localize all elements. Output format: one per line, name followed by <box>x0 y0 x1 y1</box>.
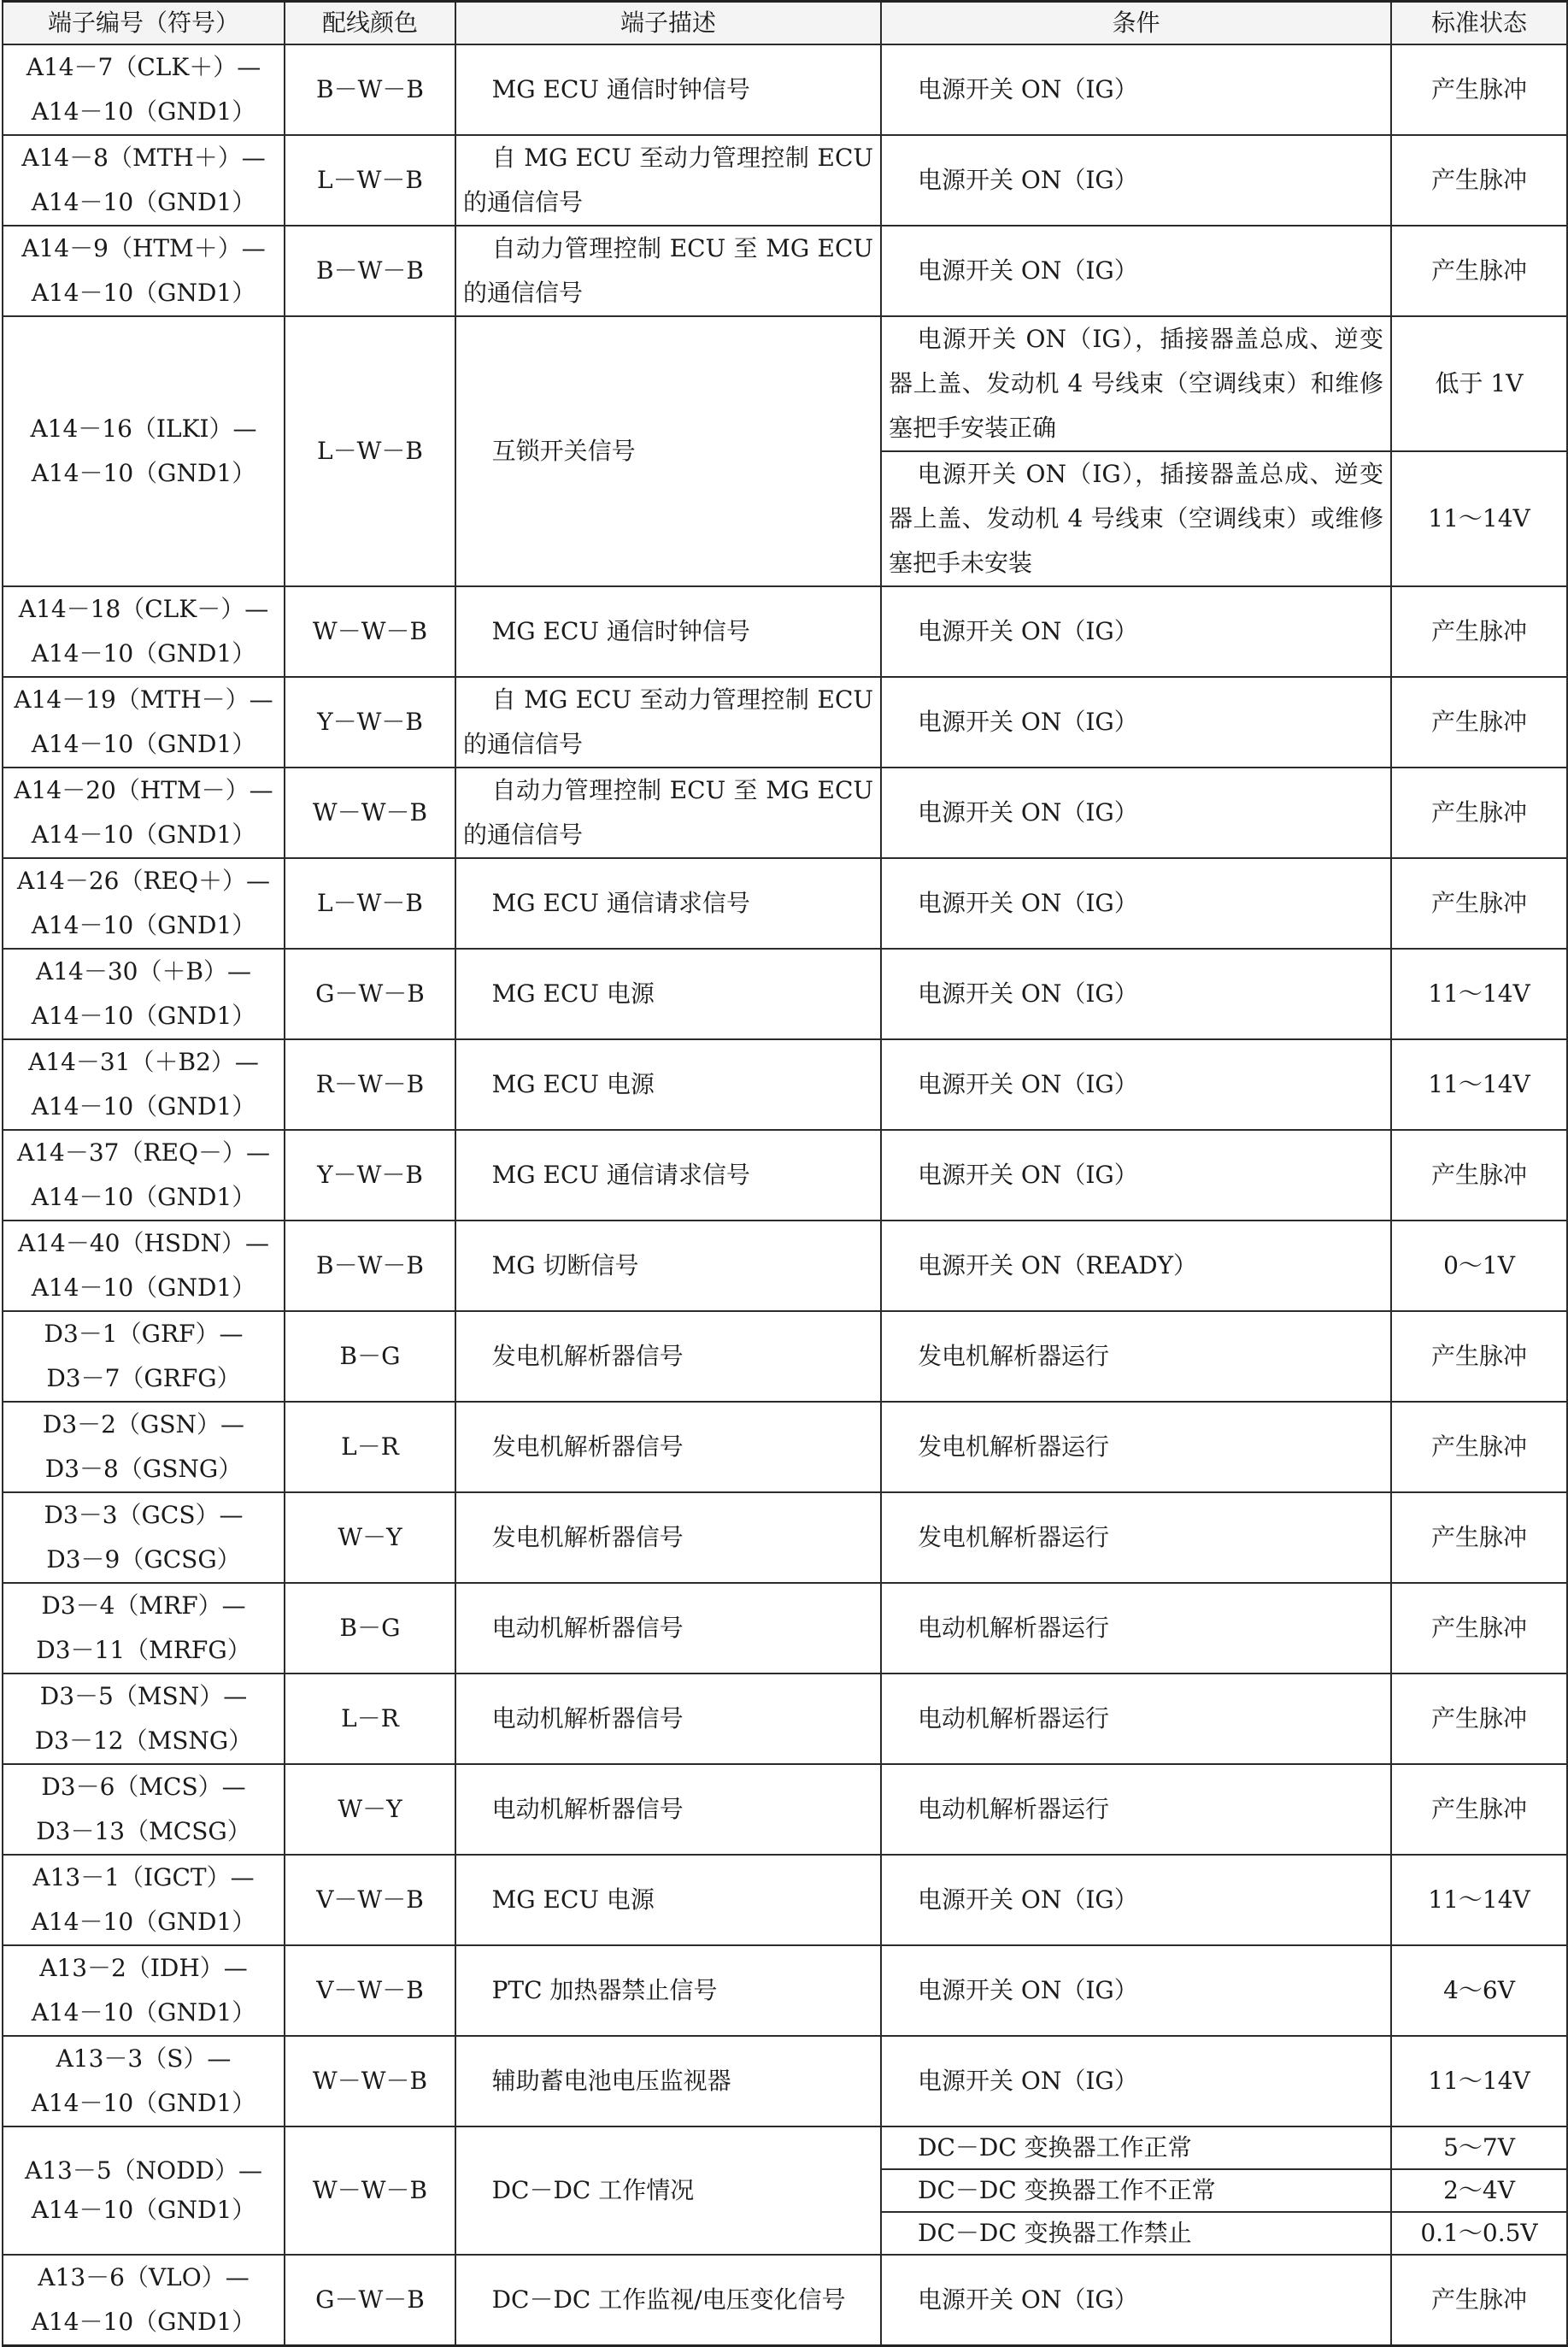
standard-value: 产生脉冲 <box>1391 1402 1567 1492</box>
wire-color: R－W－B <box>285 1039 455 1130</box>
terminal-to: A14－10（GND1） <box>31 730 256 758</box>
description-text: 电动机解析器信号 <box>491 1795 684 1823</box>
terminal-cell <box>3 1855 285 1945</box>
wire-color: W－W－B <box>285 2036 455 2126</box>
terminal-cell <box>3 2255 285 2346</box>
terminal-cell <box>3 1583 285 1673</box>
terminal-cell <box>3 858 285 949</box>
wire-color: G－W－B <box>285 949 455 1039</box>
condition: 发电机解析器运行 <box>881 1492 1391 1583</box>
standard-value: 产生脉冲 <box>1391 1130 1567 1221</box>
standard-value: 产生脉冲 <box>1391 44 1567 135</box>
standard-value: 产生脉冲 <box>1391 135 1567 226</box>
terminal-from: A14－30（＋B）— <box>35 957 252 985</box>
terminal-from: A14－8（MTH＋）— <box>21 144 266 172</box>
table-row <box>3 1855 1567 1945</box>
terminal-cell <box>3 768 285 858</box>
description <box>455 226 881 316</box>
condition: 电源开关 ON（IG） <box>881 858 1391 949</box>
table-row <box>3 768 1567 858</box>
terminal-from: A13－3（S）— <box>56 2044 232 2073</box>
wire-color: W－W－B <box>285 586 455 677</box>
terminal-to: A14－10（GND1） <box>31 1183 256 1211</box>
condition: 电源开关 ON（IG），插接器盖总成、逆变器上盖、发动机 4 号线束（空调线束）和维修塞把手安装正确 <box>881 316 1391 451</box>
terminal-to: D3－11（MRFG） <box>36 1636 251 1664</box>
description-text: 发电机解析器信号 <box>491 1523 684 1551</box>
table-row <box>3 44 1567 135</box>
description <box>455 1945 881 2036</box>
table-row <box>3 316 1567 451</box>
standard-value: 11～14V <box>1391 949 1567 1039</box>
description-text: 互锁开关信号 <box>491 437 636 465</box>
description-text: MG 切断信号 <box>491 1251 639 1279</box>
terminal-from: A14－19（MTH－）— <box>14 685 273 714</box>
standard-value: 0.1～0.5V <box>1391 2212 1567 2255</box>
description-text: 电动机解析器信号 <box>491 1704 684 1732</box>
wire-color: B－G <box>285 1311 455 1402</box>
table-row <box>3 1311 1567 1402</box>
standard-value: 产生脉冲 <box>1391 1492 1567 1583</box>
terminal-to: A14－10（GND1） <box>31 1908 256 1936</box>
description <box>455 1492 881 1583</box>
standard-value: 0～1V <box>1391 1221 1567 1311</box>
standard-value: 产生脉冲 <box>1391 1764 1567 1855</box>
terminal-from: A13－5（NODD）— <box>24 2156 263 2185</box>
standard-value: 11～14V <box>1391 2036 1567 2126</box>
table-row <box>3 1221 1567 1311</box>
terminal-cell <box>3 135 285 226</box>
table-row <box>3 858 1567 949</box>
wire-color: B－G <box>285 1583 455 1673</box>
standard-value: 产生脉冲 <box>1391 1673 1567 1764</box>
condition: DC－DC 变换器工作正常 <box>881 2126 1391 2169</box>
condition: 电源开关 ON（IG） <box>881 1039 1391 1130</box>
header-terminal: 端子编号（符号） <box>3 2 285 45</box>
terminal-table <box>2 0 1568 2347</box>
condition: 电源开关 ON（IG） <box>881 1130 1391 1221</box>
standard-value: 产生脉冲 <box>1391 2255 1567 2346</box>
condition: 电源开关 ON（IG） <box>881 2036 1391 2126</box>
condition: DC－DC 变换器工作禁止 <box>881 2212 1391 2255</box>
terminal-from: D3－5（MSN）— <box>39 1682 248 1710</box>
terminal-to: A14－10（GND1） <box>31 1092 256 1121</box>
condition: 电动机解析器运行 <box>881 1764 1391 1855</box>
description-text: MG ECU 通信时钟信号 <box>491 617 750 645</box>
condition: 电动机解析器运行 <box>881 1583 1391 1673</box>
wire-color: L－R <box>285 1673 455 1764</box>
wire-color: L－W－B <box>285 135 455 226</box>
terminal-cell <box>3 1130 285 1221</box>
terminal-to: A14－10（GND1） <box>31 2089 256 2117</box>
table-row <box>3 1673 1567 1764</box>
description <box>455 2036 881 2126</box>
standard-value: 产生脉冲 <box>1391 226 1567 316</box>
description <box>455 2255 881 2346</box>
wire-color: W－W－B <box>285 2126 455 2255</box>
terminal-to: A14－10（GND1） <box>31 2308 256 2336</box>
header-row <box>3 2 1567 45</box>
header-description: 端子描述 <box>455 2 881 45</box>
condition: 发电机解析器运行 <box>881 1402 1391 1492</box>
description-text: MG ECU 电源 <box>491 979 655 1008</box>
terminal-from: D3－1（GRF）— <box>44 1320 244 1348</box>
description <box>455 2126 881 2255</box>
header-wire-color: 配线颜色 <box>285 2 455 45</box>
terminal-cell <box>3 1764 285 1855</box>
wire-color: V－W－B <box>285 1945 455 2036</box>
terminal-from: D3－2（GSN）— <box>42 1410 245 1438</box>
terminal-from: A13－1（IGCT）— <box>32 1863 255 1891</box>
description-text: MG ECU 通信请求信号 <box>491 889 750 917</box>
condition: 发电机解析器运行 <box>881 1311 1391 1402</box>
wire-color: V－W－B <box>285 1855 455 1945</box>
terminal-to: A14－10（GND1） <box>31 279 256 307</box>
standard-value: 产生脉冲 <box>1391 768 1567 858</box>
description <box>455 1130 881 1221</box>
description-text: DC－DC 工作监视/电压变化信号 <box>491 2285 846 2314</box>
terminal-from: D3－4（MRF）— <box>41 1591 246 1620</box>
description <box>455 1764 881 1855</box>
standard-value: 2～4V <box>1391 2169 1567 2212</box>
description <box>455 316 881 586</box>
description <box>455 44 881 135</box>
description-text: 自 MG ECU 至动力管理控制 ECU 的通信信号 <box>463 685 873 758</box>
description <box>455 858 881 949</box>
standard-value: 4～6V <box>1391 1945 1567 2036</box>
description-text: 辅助蓄电池电压监视器 <box>491 2067 731 2095</box>
terminal-to: A14－10（GND1） <box>31 97 256 126</box>
description-text: 自动力管理控制 ECU 至 MG ECU 的通信信号 <box>463 776 873 849</box>
standard-value: 产生脉冲 <box>1391 586 1567 677</box>
wire-color: L－W－B <box>285 316 455 586</box>
table-row <box>3 949 1567 1039</box>
table-row <box>3 1130 1567 1221</box>
condition: 电源开关 ON（IG） <box>881 226 1391 316</box>
standard-value: 11～14V <box>1391 1039 1567 1130</box>
table-row <box>3 2036 1567 2126</box>
table-row <box>3 1039 1567 1130</box>
header-condition: 条件 <box>881 2 1391 45</box>
terminal-cell <box>3 1402 285 1492</box>
terminal-from: A14－18（CLK－）— <box>18 595 269 623</box>
table-row <box>3 2126 1567 2169</box>
table-row <box>3 1583 1567 1673</box>
description <box>455 1402 881 1492</box>
standard-value: 产生脉冲 <box>1391 1583 1567 1673</box>
condition: 电源开关 ON（IG） <box>881 949 1391 1039</box>
condition: 电源开关 ON（IG） <box>881 677 1391 768</box>
terminal-to: A14－10（GND1） <box>31 2196 256 2224</box>
table-row <box>3 586 1567 677</box>
table-row <box>3 135 1567 226</box>
description <box>455 677 881 768</box>
condition: 电源开关 ON（IG） <box>881 44 1391 135</box>
wire-color: B－W－B <box>285 44 455 135</box>
description-text: DC－DC 工作情况 <box>491 2176 695 2204</box>
wire-color: W－W－B <box>285 768 455 858</box>
description-text: MG ECU 电源 <box>491 1885 655 1914</box>
condition: 电源开关 ON（IG） <box>881 2255 1391 2346</box>
terminal-to: A14－10（GND1） <box>31 188 256 216</box>
terminal-cell <box>3 677 285 768</box>
terminal-from: A14－7（CLK＋）— <box>26 53 261 81</box>
terminal-to: A14－10（GND1） <box>31 821 256 849</box>
wire-color: Y－W－B <box>285 1130 455 1221</box>
description-text: 自 MG ECU 至动力管理控制 ECU 的通信信号 <box>463 144 873 216</box>
wire-color: L－W－B <box>285 858 455 949</box>
terminal-to: A14－10（GND1） <box>31 1002 256 1030</box>
wire-color: Y－W－B <box>285 677 455 768</box>
wire-color: W－Y <box>285 1492 455 1583</box>
terminal-to: D3－8（GSNG） <box>44 1455 243 1483</box>
terminal-cell <box>3 1945 285 2036</box>
terminal-from: D3－6（MCS）— <box>41 1773 246 1801</box>
description-text: 自动力管理控制 ECU 至 MG ECU 的通信信号 <box>463 234 873 307</box>
terminal-cell <box>3 2036 285 2126</box>
description <box>455 1855 881 1945</box>
terminal-to: D3－7（GRFG） <box>46 1364 241 1392</box>
description <box>455 586 881 677</box>
description-text: MG ECU 通信请求信号 <box>491 1161 750 1189</box>
condition: 电源开关 ON（IG） <box>881 1855 1391 1945</box>
table-row <box>3 677 1567 768</box>
terminal-from: A14－26（REQ＋）— <box>17 867 270 895</box>
terminal-to: A14－10（GND1） <box>31 1273 256 1302</box>
description <box>455 1311 881 1402</box>
table-row <box>3 1492 1567 1583</box>
description-text: MG ECU 通信时钟信号 <box>491 75 750 103</box>
wire-color: L－R <box>285 1402 455 1492</box>
terminal-cell <box>3 226 285 316</box>
terminal-cell <box>3 586 285 677</box>
terminal-from: A14－9（HTM＋）— <box>21 234 266 262</box>
standard-value: 5～7V <box>1391 2126 1567 2169</box>
description-text: 发电机解析器信号 <box>491 1432 684 1461</box>
terminal-cell <box>3 316 285 586</box>
terminal-to: D3－12（MSNG） <box>34 1726 253 1755</box>
description <box>455 1039 881 1130</box>
terminal-to: A14－10（GND1） <box>31 911 256 939</box>
condition: 电动机解析器运行 <box>881 1673 1391 1764</box>
standard-value: 低于 1V <box>1391 316 1567 451</box>
condition: 电源开关 ON（READY） <box>881 1221 1391 1311</box>
table-row <box>3 1764 1567 1855</box>
terminal-from: A13－2（IDH）— <box>39 1954 248 1982</box>
terminal-to: D3－9（GCSG） <box>46 1545 241 1573</box>
terminal-from: A14－20（HTM－）— <box>14 776 273 804</box>
table-row <box>3 1402 1567 1492</box>
terminal-to: A14－10（GND1） <box>31 639 256 668</box>
terminal-cell <box>3 949 285 1039</box>
condition: 电源开关 ON（IG） <box>881 1945 1391 2036</box>
table-row <box>3 1945 1567 2036</box>
description <box>455 1673 881 1764</box>
description <box>455 768 881 858</box>
wire-color: B－W－B <box>285 1221 455 1311</box>
condition: 电源开关 ON（IG） <box>881 586 1391 677</box>
standard-value: 11～14V <box>1391 451 1567 586</box>
condition: 电源开关 ON（IG） <box>881 768 1391 858</box>
wire-color: G－W－B <box>285 2255 455 2346</box>
terminal-from: D3－3（GCS）— <box>44 1501 244 1529</box>
terminal-cell <box>3 1311 285 1402</box>
description <box>455 135 881 226</box>
terminal-from: A14－40（HSDN）— <box>17 1229 270 1257</box>
terminal-to: A14－10（GND1） <box>31 1998 256 2026</box>
description <box>455 949 881 1039</box>
standard-value: 11～14V <box>1391 1855 1567 1945</box>
description-text: 电动机解析器信号 <box>491 1614 684 1642</box>
terminal-cell <box>3 44 285 135</box>
description-text: 发电机解析器信号 <box>491 1342 684 1370</box>
condition: 电源开关 ON（IG），插接器盖总成、逆变器上盖、发动机 4 号线束（空调线束）或维修塞把手未安装 <box>881 451 1391 586</box>
description <box>455 1221 881 1311</box>
standard-value: 产生脉冲 <box>1391 677 1567 768</box>
standard-value: 产生脉冲 <box>1391 1311 1567 1402</box>
terminal-to: A14－10（GND1） <box>31 459 256 487</box>
wire-color: W－Y <box>285 1764 455 1855</box>
table-row <box>3 226 1567 316</box>
terminal-cell <box>3 1673 285 1764</box>
terminal-cell <box>3 1039 285 1130</box>
terminal-cell <box>3 2126 285 2255</box>
terminal-cell <box>3 1492 285 1583</box>
terminal-from: A14－16（ILKI）— <box>30 415 257 443</box>
terminal-to: D3－13（MCSG） <box>36 1817 251 1845</box>
table-row <box>3 2255 1567 2346</box>
standard-value: 产生脉冲 <box>1391 858 1567 949</box>
description-text: PTC 加热器禁止信号 <box>491 1976 718 2004</box>
terminal-from: A14－37（REQ－）— <box>17 1138 270 1167</box>
wire-color: B－W－B <box>285 226 455 316</box>
condition: DC－DC 变换器工作不正常 <box>881 2169 1391 2212</box>
terminal-from: A14－31（＋B2）— <box>28 1048 259 1076</box>
condition: 电源开关 ON（IG） <box>881 135 1391 226</box>
terminal-cell <box>3 1221 285 1311</box>
description <box>455 1583 881 1673</box>
description-text: MG ECU 电源 <box>491 1070 655 1098</box>
terminal-from: A13－6（VLO）— <box>38 2263 250 2291</box>
header-standard: 标准状态 <box>1391 2 1567 45</box>
